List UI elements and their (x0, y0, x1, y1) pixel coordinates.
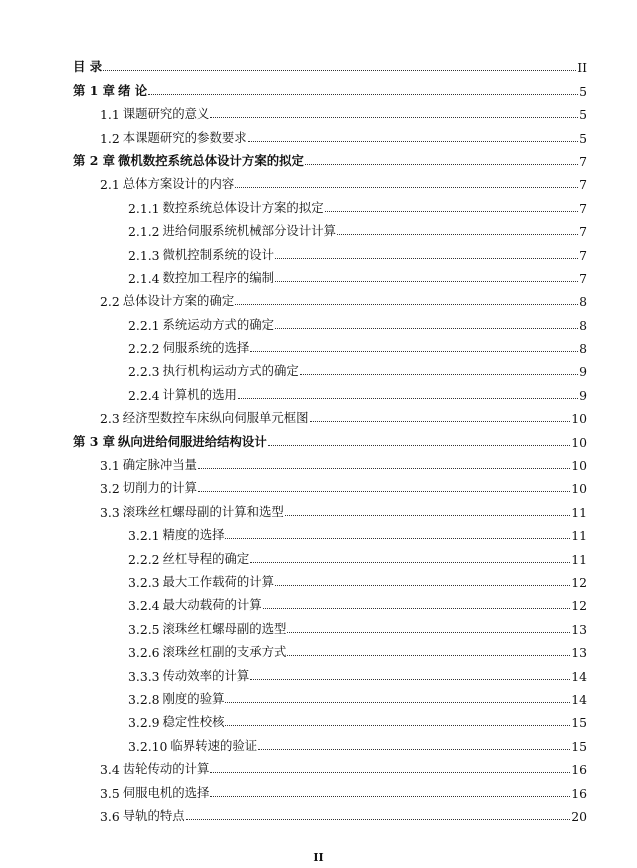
toc-entry-number: 2.2.3 (128, 364, 160, 380)
dot-leader (235, 304, 578, 305)
toc-entry-page: 7 (579, 153, 587, 169)
toc-entry[interactable] (73, 286, 587, 309)
toc-entry-number: 2.1.1 (128, 200, 160, 216)
page-number-footer: II (313, 851, 324, 864)
toc-entry-number: 3.2.9 (128, 715, 160, 731)
toc-entry-title: 最大工作载荷的计算 (162, 573, 275, 589)
toc-entry[interactable] (73, 730, 587, 753)
toc-entry[interactable] (73, 75, 587, 98)
toc-entry-title: 切削力的计算 (122, 480, 198, 496)
toc-entry-number: 2.1.3 (128, 247, 160, 263)
toc-entry[interactable] (73, 146, 587, 169)
toc-entry[interactable] (73, 52, 587, 75)
dot-leader (250, 562, 570, 563)
toc-entry-number: 3.3.3 (128, 668, 160, 684)
dot-leader (225, 725, 570, 726)
toc-entry-title: 纵向进给伺服进给结构设计 (118, 433, 267, 449)
toc-entry-page: 12 (571, 574, 587, 590)
toc-entry-page: 14 (571, 668, 587, 684)
dot-leader (225, 702, 570, 703)
toc-entry-number: 3.2 (100, 481, 120, 497)
dot-leader (275, 585, 570, 586)
dot-leader (275, 281, 578, 282)
dot-leader (325, 211, 579, 212)
toc-entry[interactable] (73, 567, 587, 590)
toc-entry-title: 总体设计方案的确定 (122, 293, 235, 309)
toc-entry-title: 刚度的验算 (162, 690, 225, 706)
toc-entry-number: 3.2.4 (128, 598, 160, 614)
toc-entry-number: 第 2 章 (73, 152, 116, 168)
dot-leader (310, 421, 571, 422)
toc-entry-title: 系统运动方式的确定 (162, 316, 275, 332)
toc-entry-number: 2.1.2 (128, 224, 160, 240)
toc-entry[interactable] (73, 379, 587, 402)
toc-entry-page: 16 (571, 785, 587, 801)
toc-entry-title: 最大动载荷的计算 (162, 597, 262, 613)
toc-entry[interactable] (73, 777, 587, 800)
toc-entry-page: 9 (579, 364, 587, 380)
dot-leader (337, 234, 578, 235)
toc-entry-number: 3.2.3 (128, 574, 160, 590)
dot-leader (210, 117, 578, 118)
toc-entry-page: 15 (571, 738, 587, 754)
toc-entry-number: 2.2.4 (128, 387, 160, 403)
toc-entry-title: 伺服系统的选择 (162, 340, 250, 356)
dot-leader (268, 445, 571, 446)
toc-entry-number: 第 1 章 (73, 82, 116, 98)
toc-entry[interactable] (73, 801, 587, 824)
dot-leader (198, 491, 570, 492)
dot-leader (238, 398, 578, 399)
toc-entry-number: 2.2 (100, 294, 120, 310)
toc-entry-page: 5 (579, 83, 587, 99)
toc-entry-number: 2.2.2 (128, 341, 160, 357)
toc-entry-title: 丝杠导程的确定 (162, 550, 250, 566)
dot-leader (258, 749, 570, 750)
toc-entry[interactable] (73, 754, 587, 777)
toc-entry-title: 微机控制系统的设计 (162, 246, 275, 262)
toc-entry[interactable] (73, 403, 587, 426)
toc-entry[interactable] (73, 613, 587, 636)
toc-entry-title: 滚珠丝杠螺母副的选型 (162, 620, 287, 636)
toc-entry-title: 进给伺服系统机械部分设计计算 (162, 223, 336, 239)
toc-entry[interactable] (73, 122, 587, 145)
dot-leader (103, 70, 576, 71)
toc-entry-page: 7 (579, 247, 587, 263)
toc-entry-title: 传动效率的计算 (162, 667, 250, 683)
toc-entry[interactable] (73, 192, 587, 215)
toc-entry-title: 绪 论 (118, 82, 148, 98)
toc-entry-number: 2.2.1 (128, 317, 160, 333)
toc-entry-title: 微机数控系统总体设计方案的拟定 (118, 152, 304, 168)
toc-entry-title: 滚珠丝杠螺母副的计算和选型 (122, 503, 284, 519)
toc-entry-title: 齿轮传动的计算 (122, 761, 210, 777)
toc-entry[interactable] (73, 707, 587, 730)
toc-entry-page: 7 (579, 270, 587, 286)
dot-leader (285, 515, 570, 516)
toc-entry-title: 计算机的选用 (162, 386, 237, 402)
toc-entry-number: 3.4 (100, 762, 120, 778)
dot-leader (287, 632, 570, 633)
dot-leader (225, 538, 570, 539)
toc-entry[interactable] (73, 356, 587, 379)
toc-entry[interactable] (73, 660, 587, 683)
toc-entry-number: 2.1.4 (128, 270, 160, 286)
toc-entry-title: 本课题研究的参数要求 (122, 129, 247, 145)
toc-entry-page: 8 (579, 294, 587, 310)
toc-entry-title: 数控系统总体设计方案的拟定 (162, 199, 324, 215)
toc-entry-number: 3.1 (100, 458, 120, 474)
toc-entry-page: 10 (571, 481, 587, 497)
toc-entry-page: 7 (579, 200, 587, 216)
dot-leader (186, 819, 571, 820)
dot-leader (300, 374, 578, 375)
toc-entry[interactable] (73, 543, 587, 566)
toc-entry[interactable] (73, 426, 587, 449)
dot-leader (275, 328, 578, 329)
toc-entry-page: 10 (571, 434, 587, 450)
dot-leader (263, 608, 571, 609)
toc-entry[interactable] (73, 309, 587, 332)
toc-entry[interactable] (73, 520, 587, 543)
toc-entry-page: 8 (579, 341, 587, 357)
toc-entry-number: 3.2.10 (128, 738, 168, 754)
toc-entry-page: 5 (579, 130, 587, 146)
dot-leader (275, 258, 578, 259)
toc-entry[interactable] (73, 637, 587, 660)
toc-entry-number: 3.6 (100, 808, 120, 824)
toc-entry[interactable] (73, 684, 587, 707)
toc-entry-page: 11 (571, 551, 587, 567)
toc-entry[interactable] (73, 239, 587, 262)
toc-entry-title: 目 录 (73, 59, 103, 75)
toc-entry-page: 9 (579, 387, 587, 403)
toc-entry[interactable] (73, 450, 587, 473)
toc-entry-page: 20 (571, 808, 587, 824)
toc-entry-page: 11 (571, 528, 587, 544)
toc-entry-page: 11 (571, 504, 587, 520)
toc-entry-title: 精度的选择 (162, 527, 225, 543)
toc-entry-number: 2.1 (100, 177, 120, 193)
table-of-contents (73, 52, 587, 824)
toc-entry-number: 1.2 (100, 130, 120, 146)
toc-entry-page: 10 (571, 411, 587, 427)
dot-leader (148, 94, 578, 95)
toc-entry-page: 5 (579, 107, 587, 123)
toc-entry-page: 16 (571, 762, 587, 778)
dot-leader (235, 187, 578, 188)
dot-leader (305, 164, 578, 165)
toc-entry-number: 3.2.6 (128, 645, 160, 661)
toc-entry-page: 7 (579, 224, 587, 240)
toc-entry-title: 经济型数控车床纵向伺服单元框图 (122, 410, 309, 426)
toc-entry[interactable] (73, 99, 587, 122)
toc-entry-number: 3.5 (100, 785, 120, 801)
dot-leader (210, 796, 570, 797)
toc-entry-page: II (577, 60, 587, 76)
toc-entry-number: 2.3 (100, 411, 120, 427)
toc-entry-title: 滚珠丝杠副的支承方式 (162, 644, 287, 660)
toc-entry-page: 8 (579, 317, 587, 333)
toc-entry-page: 15 (571, 715, 587, 731)
toc-entry-title: 临界转速的验证 (170, 737, 258, 753)
toc-entry-title: 课题研究的意义 (122, 106, 210, 122)
toc-entry-title: 确定脉冲当量 (122, 457, 198, 473)
toc-entry-number: 1.1 (100, 107, 120, 123)
toc-entry[interactable] (73, 263, 587, 286)
dot-leader (248, 141, 578, 142)
dot-leader (210, 772, 570, 773)
toc-entry-title: 执行机构运动方式的确定 (162, 363, 299, 379)
toc-entry-number: 3.2.5 (128, 621, 160, 637)
toc-entry-page: 13 (571, 621, 587, 637)
dot-leader (250, 351, 578, 352)
toc-entry-title: 总体方案设计的内容 (122, 176, 235, 192)
toc-entry-number: 第 3 章 (73, 433, 116, 449)
toc-entry[interactable] (73, 590, 587, 613)
toc-entry-number: 3.2.1 (128, 528, 160, 544)
toc-entry[interactable] (73, 216, 587, 239)
toc-entry[interactable] (73, 473, 587, 496)
dot-leader (250, 679, 570, 680)
toc-entry-title: 稳定性校核 (162, 714, 225, 730)
toc-entry-page: 14 (571, 691, 587, 707)
toc-entry-number: 2.2.2 (128, 551, 160, 567)
toc-entry-title: 伺服电机的选择 (122, 784, 210, 800)
toc-entry-title: 导轨的特点 (122, 807, 185, 823)
toc-entry-page: 7 (579, 177, 587, 193)
toc-entry[interactable] (73, 169, 587, 192)
dot-leader (198, 468, 570, 469)
toc-entry-page: 10 (571, 458, 587, 474)
toc-entry-number: 3.3 (100, 504, 120, 520)
toc-entry[interactable] (73, 333, 587, 356)
toc-entry-page: 12 (571, 598, 587, 614)
dot-leader (287, 655, 570, 656)
toc-entry-number: 3.2.8 (128, 691, 160, 707)
toc-entry-title: 数控加工程序的编制 (162, 269, 275, 285)
toc-entry-page: 13 (571, 645, 587, 661)
toc-entry[interactable] (73, 496, 587, 519)
